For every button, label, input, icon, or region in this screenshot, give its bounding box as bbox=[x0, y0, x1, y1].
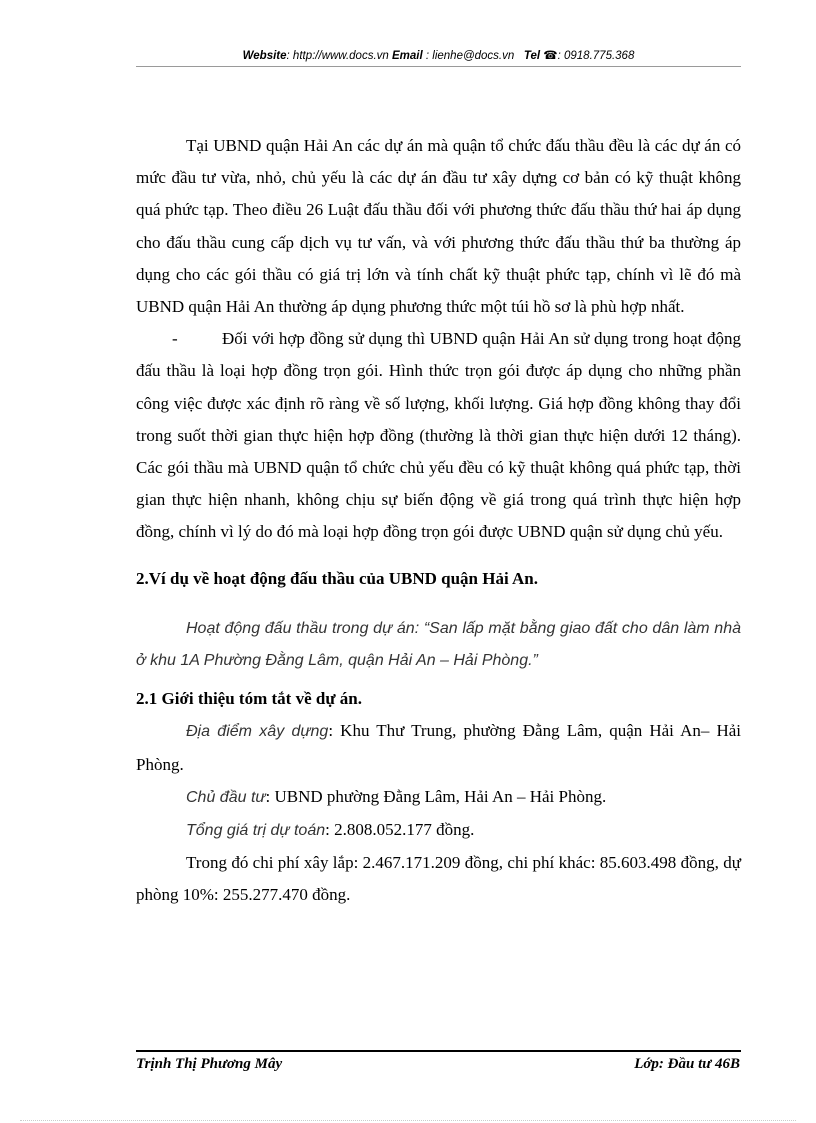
footer-divider bbox=[136, 1050, 741, 1052]
location-value: : Khu Thư Trung, phường Đằng Lâm, quận Hải An– Hải Phòng. bbox=[136, 721, 741, 774]
owner-value: : UBND phường Đằng Lâm, Hải An – Hải Phòng. bbox=[265, 786, 607, 806]
location-label: Địa điểm xây dựng bbox=[186, 723, 329, 741]
paragraph-2 bbox=[136, 323, 741, 548]
paragraph-1: Tại UBND quận Hải An các dự án mà quận tổ chức đấu thầu đều là các dự án có mức đầu tư vừa, nhỏ, chủ yếu là các dự án đầu tư xây dựng cơ bản có kỹ thuật không quá phức tạp. Theo điều 26 Luật đấu thầu đối với phương thức đấu thầu thứ hai áp dụng cho đấu thầu cung cấp dịch vụ tư vấn, và với phương thức đấu thầu thứ ba thường áp dụng cho các gói thầu có giá trị lớn và tính chất kỹ thuật phức tạp, chính vì lẽ đó mà UBND quận Hải An thường áp dụng phương thức một túi hồ sơ là phù hợp nhất. bbox=[136, 136, 741, 317]
cost-breakdown: Trong đó chi phí xây lắp: 2.467.171.209 đồng, chi phí khác: 85.603.498 đồng, dự phòng 10%: 255.277.470 đồng. bbox=[136, 853, 741, 905]
footer-class: Lớp: Đầu tư 46B bbox=[634, 1056, 740, 1072]
owner-label: Chủ đầu tư bbox=[186, 788, 266, 806]
project-quote: Hoạt động đấu thầu trong dự án: “San lấp mặt bằng giao đất cho dân làm nhà ở khu 1A Phường Đằng Lâm, quận Hải An – Hải Phòng.” bbox=[136, 619, 741, 670]
tel-value: : 0918.775.368 bbox=[557, 50, 635, 62]
tel-label: Tel bbox=[523, 50, 541, 62]
document-body bbox=[136, 130, 741, 912]
section-heading-2: 2.Ví dụ về hoạt động đấu thầu của UBND quận Hải An. bbox=[136, 568, 538, 588]
phone-icon: ☎ bbox=[543, 50, 558, 62]
email-label: Email bbox=[392, 50, 423, 62]
website-value[interactable]: : http://www.docs.vn bbox=[286, 50, 389, 62]
footer-author: Trịnh Thị Phương Mây bbox=[136, 1056, 283, 1072]
header-divider bbox=[136, 66, 741, 67]
location-line bbox=[136, 715, 741, 780]
page-header bbox=[136, 48, 741, 62]
email-value[interactable]: : lienhe@docs.vn bbox=[422, 50, 515, 62]
paragraph-2-text: Đối với hợp đồng sử dụng thì UBND quận Hải An sử dụng trong hoạt động đấu thầu là loại hợp đồng trọn gói. Hình thức trọn gói được áp dụng cho những phần công việc được xác định rõ ràng về số lượng, khối lượng. Giá hợp đồng không thay đổi trong suốt thời gian thực hiện hợp đồng (thường là thời gian thực hiện dưới 12 tháng). Các gói thầu mà UBND quận tổ chức chủ yếu đều có kỹ thuật không quá phức tạp, thời gian thực hiện nhanh, không chịu sự biến động về giá trong quá trình thực hiện hợp đồng, chính vì lý do đó mà loại hợp đồng trọn gói được UBND quận sử dụng chủ yếu. bbox=[136, 329, 741, 542]
total-line bbox=[136, 814, 741, 847]
website-label: Website bbox=[242, 50, 287, 62]
total-value: : 2.808.052.177 đồng. bbox=[325, 820, 475, 840]
section-heading-2-1: 2.1 Giới thiệu tóm tắt về dự án. bbox=[136, 689, 362, 709]
bullet-dash: - bbox=[172, 329, 178, 349]
page-edge-dotted-line bbox=[20, 1120, 796, 1121]
total-label: Tổng giá trị dự toán bbox=[186, 822, 326, 840]
owner-line bbox=[136, 781, 741, 814]
